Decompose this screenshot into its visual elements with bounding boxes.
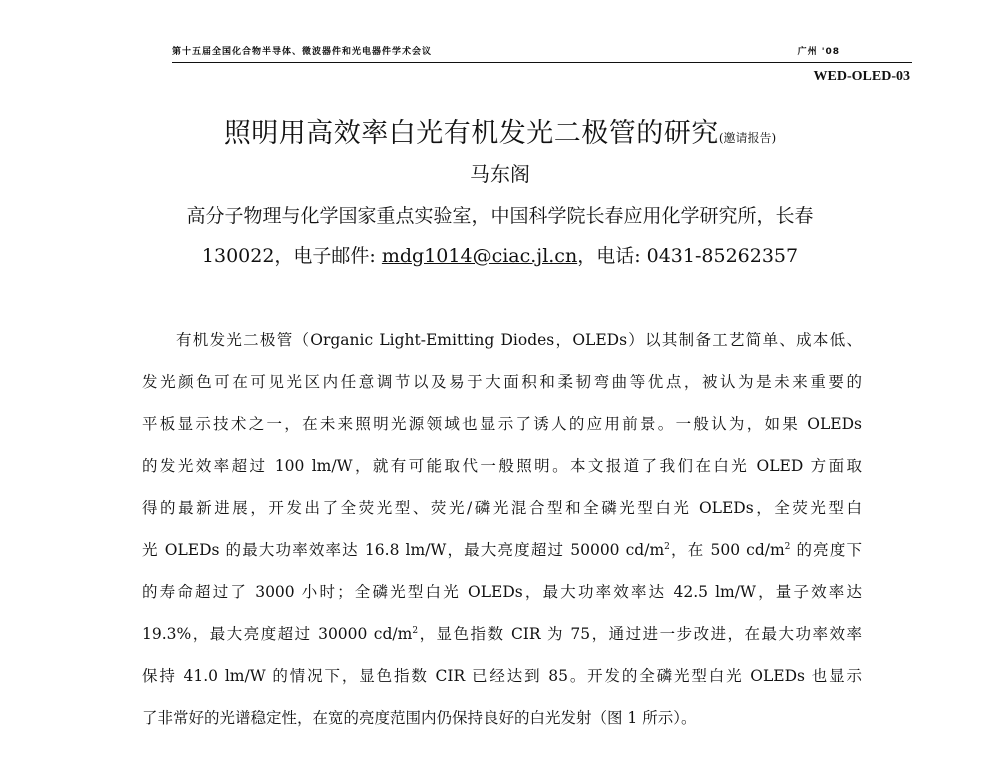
abstract-line: 保持 41.0 lm/W 的情况下，显色指数 CIR 已经达到 85。开发的全磷光型白光 OLEDs 也显示: [142, 667, 862, 685]
abstract-text: ，显色指数 CIR 为 75，通过进一步改进，在最大功率效率: [418, 625, 862, 643]
abstract-line: [142, 540, 862, 560]
superscript: 2: [412, 625, 419, 636]
abstract-line: 有机发光二极管（Organic Light-Emitting Diodes，OLEDs）以其制备工艺简单、成本低、: [176, 331, 862, 349]
paper-code: WED-OLED-03: [813, 69, 910, 84]
title-tag: (邀请报告): [718, 131, 777, 145]
superscript: 2: [664, 541, 670, 552]
affiliation-line-1: 高分子物理与化学国家重点实验室，中国科学院长春应用化学研究所，长春: [186, 205, 814, 227]
abstract-text: 19.3%，最大亮度超过 30000 cd/m: [142, 625, 413, 643]
abstract-line: 的发光效率超过 100 lm/W，就有可能取代一般照明。本文报道了我们在白光 OLED 方面取: [142, 457, 862, 475]
affiliation-phone: ，电话: 0431-85262357: [577, 245, 799, 267]
running-head: [172, 44, 840, 57]
paper-title: [0, 111, 1000, 150]
title-main: 照明用高效率白光有机发光二极管的研究: [223, 118, 719, 149]
abstract-line: 平板显示技术之一，在未来照明光源领域也显示了诱人的应用前景。一般认为，如果 OLEDs: [142, 415, 862, 433]
abstract-text: 光 OLEDs 的最大功率效率达 16.8 lm/W，最大亮度超过 50000 cd/m: [142, 541, 665, 559]
affiliation-postcode: 130022，电子邮件:: [201, 245, 382, 267]
location-year: 广州 '08: [797, 47, 840, 57]
email-link[interactable]: mdg1014@ciac.jl.cn: [381, 245, 578, 267]
abstract-line: 了非常好的光谱稳定性，在宽的亮度范围内仍保持良好的白光发射（图 1 所示）。: [142, 709, 697, 727]
author-name: 马东阁: [470, 162, 530, 186]
abstract-line: [142, 624, 862, 644]
header-rule: [172, 62, 912, 63]
superscript: 2: [784, 541, 791, 552]
conference-name: 第十五届全国化合物半导体、微波器件和光电器件学术会议: [172, 47, 433, 57]
abstract-text: 的亮度下: [790, 541, 862, 559]
abstract-line: 的寿命超过了 3000 小时；全磷光型白光 OLEDs，最大功率效率达 42.5 lm/W，量子效率达: [142, 583, 862, 601]
affiliation-line-2: [0, 241, 1000, 268]
abstract-line: 得的最新进展，开发出了全荧光型、荧光/磷光混合型和全磷光型白光 OLEDs，全荧光型白: [142, 499, 862, 517]
abstract-text: ，在 500 cd/m: [669, 541, 785, 559]
abstract-line: 发光颜色可在可见光区内任意调节以及易于大面积和柔韧弯曲等优点，被认为是未来重要的: [142, 373, 862, 391]
